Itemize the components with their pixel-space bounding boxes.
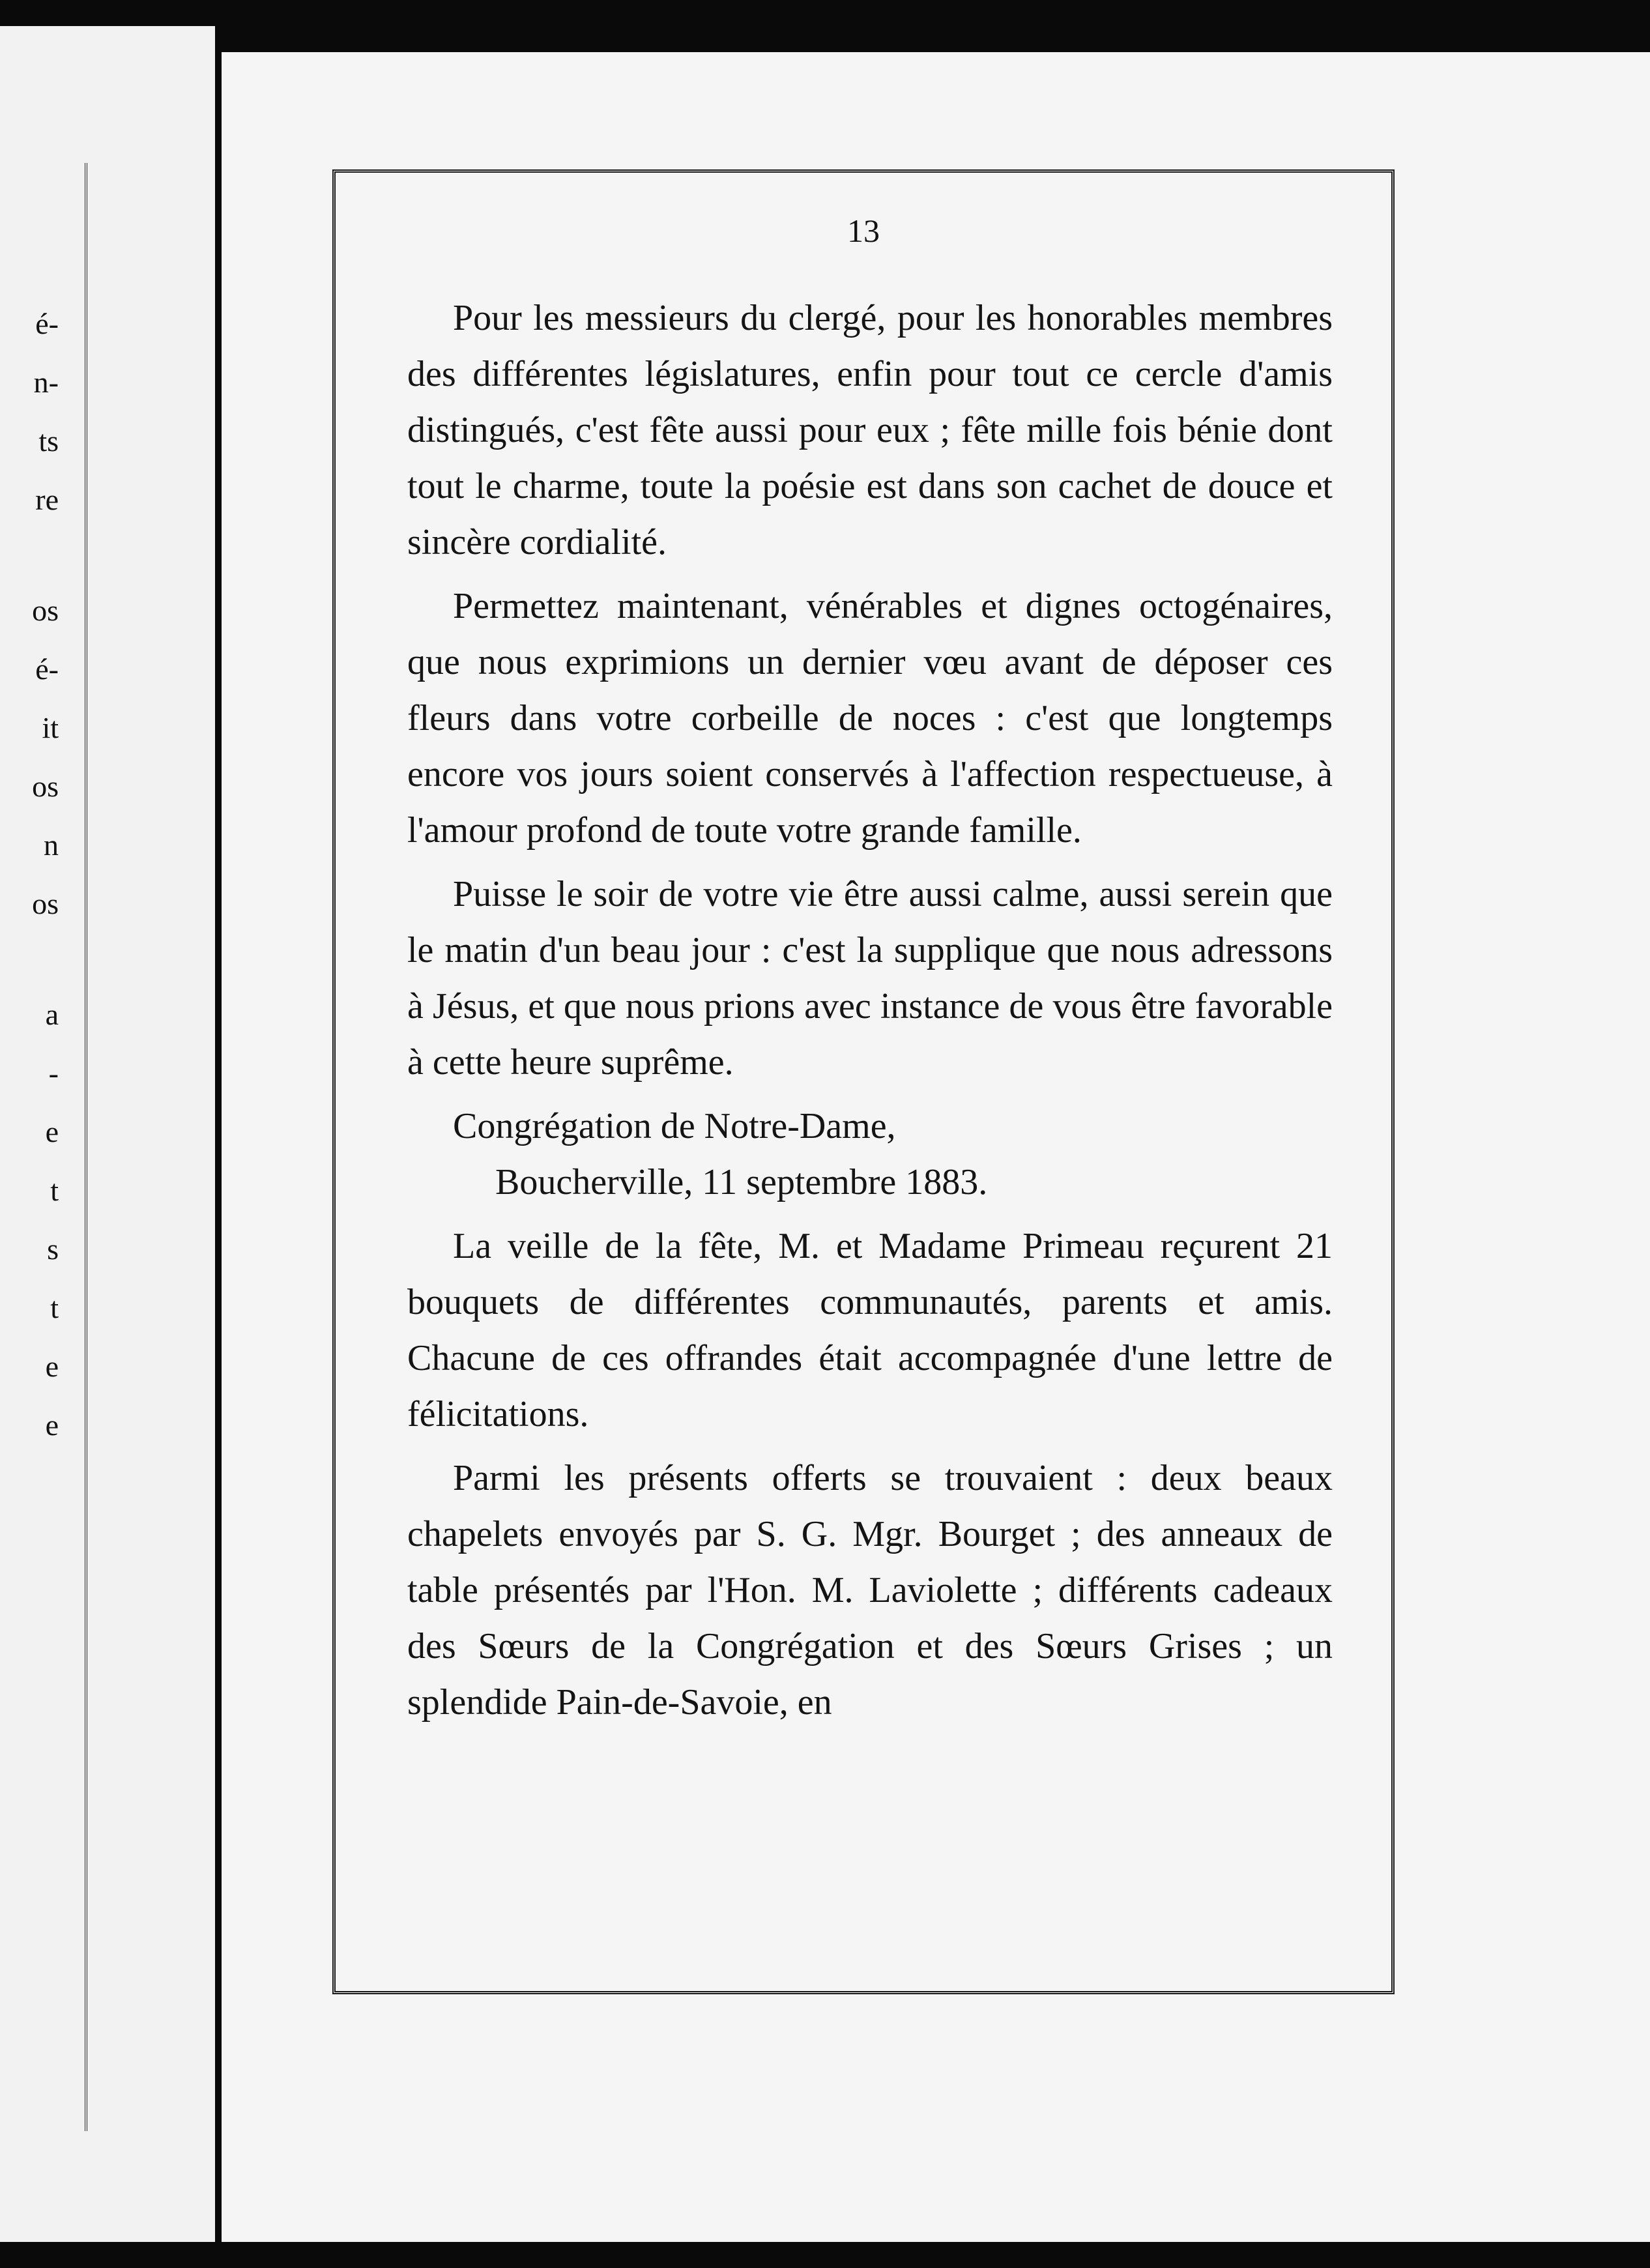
left-page-fragment: e — [45, 1115, 59, 1148]
left-page-fragment: t — [50, 1291, 59, 1324]
signature-organization: Congrégation de Notre-Dame, — [453, 1106, 896, 1146]
paragraph: Parmi les présents offerts se trouvaient : deux beaux chapelets envoyés par S. G. Mgr. Bourget ; des anneaux de table présentés par l'Hon. M. Laviolette ; différents cadeaux des Sœurs de la Congrégation et des Sœurs Grises ; un splendide Pain-de-Savoie, en — [407, 1458, 1333, 1723]
left-page-fragment: os — [32, 594, 59, 627]
left-page-fragment: e — [45, 1350, 59, 1383]
paragraph: Pour les messieurs du clergé, pour les honorables membres des différentes législatures, enfin pour tout ce cercle d'amis distingués, c'est fête aussi pour eux ; fête mille fois bénie dont tout le charme, toute la poésie est dans son cachet de douce et sincère cordialité. — [407, 298, 1333, 562]
left-page-fragment: s — [47, 1232, 59, 1266]
signature-place-date: Boucherville, 11 septembre 1883. — [495, 1162, 988, 1202]
body-text — [407, 290, 1333, 1738]
left-page-fragment: os — [32, 770, 59, 803]
paragraph: Puisse le soir de votre vie être aussi calme, aussi serein que le matin d'un beau jour : c'est la supplique que nous adressons à Jésus, et que nous prions avec instance de vous être favorable à cette heure suprême. — [407, 874, 1333, 1083]
left-page-fragment: é- — [35, 307, 59, 340]
left-page-fragment: é- — [35, 652, 59, 686]
left-page-fragment: - — [48, 1056, 59, 1090]
left-page-fragment: it — [42, 711, 59, 744]
page-number: 13 — [847, 212, 880, 249]
left-page-fragment: a — [45, 998, 59, 1031]
right-page — [222, 52, 1650, 2242]
left-page-fragment: n- — [33, 366, 59, 399]
left-page-fragment: e — [45, 1408, 59, 1442]
left-page-fragment: ts — [38, 424, 59, 458]
left-page-fragment: t — [50, 1174, 59, 1207]
left-page-fragment: os — [32, 887, 59, 920]
left-page-fragment: re — [35, 483, 59, 516]
paragraph: Permettez maintenant, vénérables et dignes octogénaires, que nous exprimions un dernier vœu avant de déposer ces fleurs dans votre corbeille de noces : c'est que longtemps encore vos jours soient conservés à l'affection respectueuse, à l'amour profond de toute votre grande famille. — [407, 586, 1333, 850]
page-border-frame — [332, 169, 1395, 1994]
left-page — [0, 26, 215, 2242]
left-page-fragment: n — [44, 828, 59, 862]
paragraph: La veille de la fête, M. et Madame Primeau reçurent 21 bouquets de différentes communautés, parents et amis. Chacune de ces offrandes était accompagnée d'une lettre de félicitations. — [407, 1226, 1333, 1434]
